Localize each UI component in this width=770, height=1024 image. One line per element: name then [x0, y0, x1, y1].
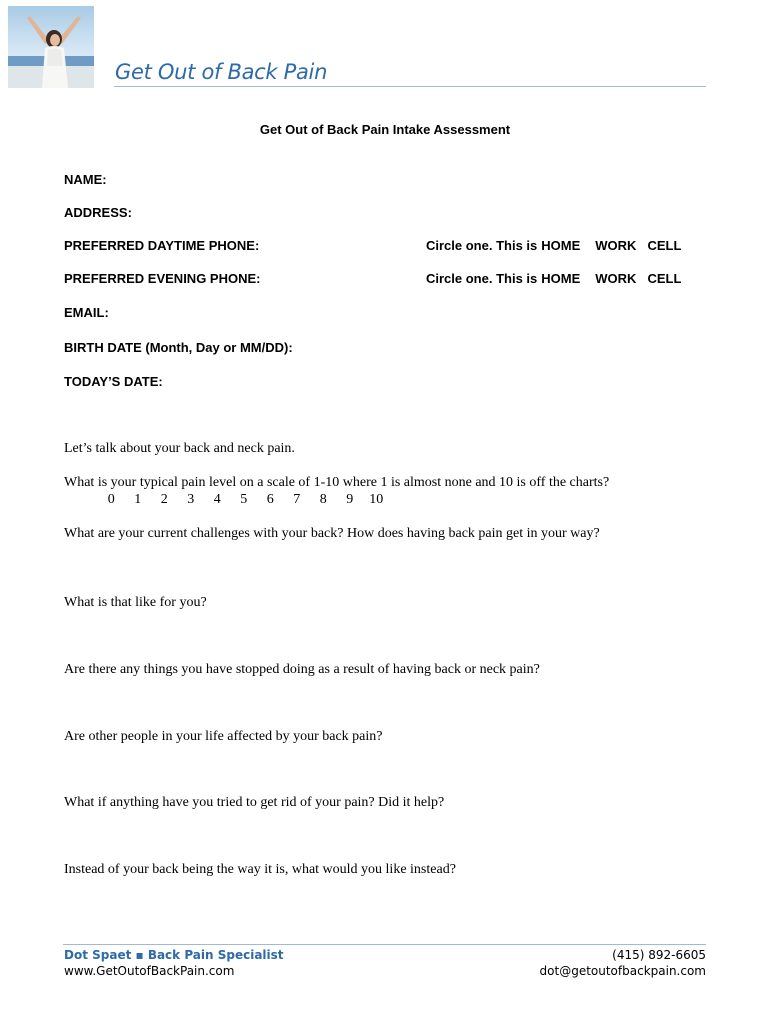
- evening-phone-type: [426, 271, 681, 286]
- phone-option-cell: CELL: [647, 238, 682, 253]
- challenges-question: What are your current challenges with your back? How does having back pain get in your way?: [64, 526, 600, 541]
- phone-option-home: HOME: [541, 238, 581, 253]
- pain-scale-10: 10: [369, 492, 384, 507]
- stopped-doing-question: Are there any things you have stopped doing as a result of having back or neck pain?: [64, 662, 540, 677]
- intro-text: Let’s talk about your back and neck pain.: [64, 441, 295, 456]
- phone-option-home: HOME: [541, 271, 581, 286]
- pain-scale-4: 4: [213, 492, 221, 507]
- daytime-phone-label: PREFERRED DAYTIME PHONE:: [64, 238, 260, 253]
- address-label: ADDRESS:: [64, 205, 132, 220]
- pain-scale: [98, 492, 390, 508]
- logo-photo: [8, 6, 94, 88]
- pain-level-question: What is your typical pain level on a scale of 1-10 where 1 is almost none and 10 is off the charts?: [64, 475, 610, 490]
- pain-scale-5: 5: [240, 492, 248, 507]
- pain-scale-7: 7: [293, 492, 301, 507]
- pain-scale-0: 0: [107, 492, 115, 507]
- instead-question: Instead of your back being the way it is, what would you like instead?: [64, 862, 456, 877]
- phone-type-prompt: Circle one. This is: [426, 271, 538, 286]
- footer-phone: (415) 892-6605: [612, 948, 706, 962]
- daytime-phone-type: [426, 238, 681, 253]
- pain-scale-1: 1: [134, 492, 142, 507]
- document-title: Get Out of Back Pain Intake Assessment: [259, 122, 511, 137]
- name-label: NAME:: [64, 172, 107, 187]
- header-divider: [114, 86, 706, 87]
- birth-date-label: BIRTH DATE (Month, Day or MM/DD):: [64, 340, 293, 355]
- footer-website: www.GetOutofBackPain.com: [64, 964, 235, 978]
- phone-option-work: WORK: [595, 238, 637, 253]
- pain-scale-9: 9: [346, 492, 354, 507]
- pain-scale-8: 8: [319, 492, 327, 507]
- others-affected-question: Are other people in your life affected by your back pain?: [64, 729, 383, 744]
- footer-name-title: Dot Spaet ▪ Back Pain Specialist: [64, 948, 284, 962]
- like-for-you-question: What is that like for you?: [64, 595, 207, 610]
- brand-title: Get Out of Back Pain: [115, 60, 328, 84]
- todays-date-label: TODAY’S DATE:: [64, 374, 163, 389]
- woman-beach-photo: [8, 6, 94, 88]
- pain-scale-3: 3: [187, 492, 195, 507]
- tried-question: What if anything have you tried to get rid of your pain? Did it help?: [64, 795, 445, 810]
- evening-phone-label: PREFERRED EVENING PHONE:: [64, 271, 261, 286]
- footer-divider: [63, 944, 706, 945]
- phone-option-work: WORK: [595, 271, 637, 286]
- phone-option-cell: CELL: [647, 271, 682, 286]
- phone-type-prompt: Circle one. This is: [426, 238, 538, 253]
- pain-scale-6: 6: [266, 492, 274, 507]
- footer-email: dot@getoutofbackpain.com: [539, 964, 706, 978]
- email-label: EMAIL:: [64, 305, 109, 320]
- pain-scale-2: 2: [160, 492, 168, 507]
